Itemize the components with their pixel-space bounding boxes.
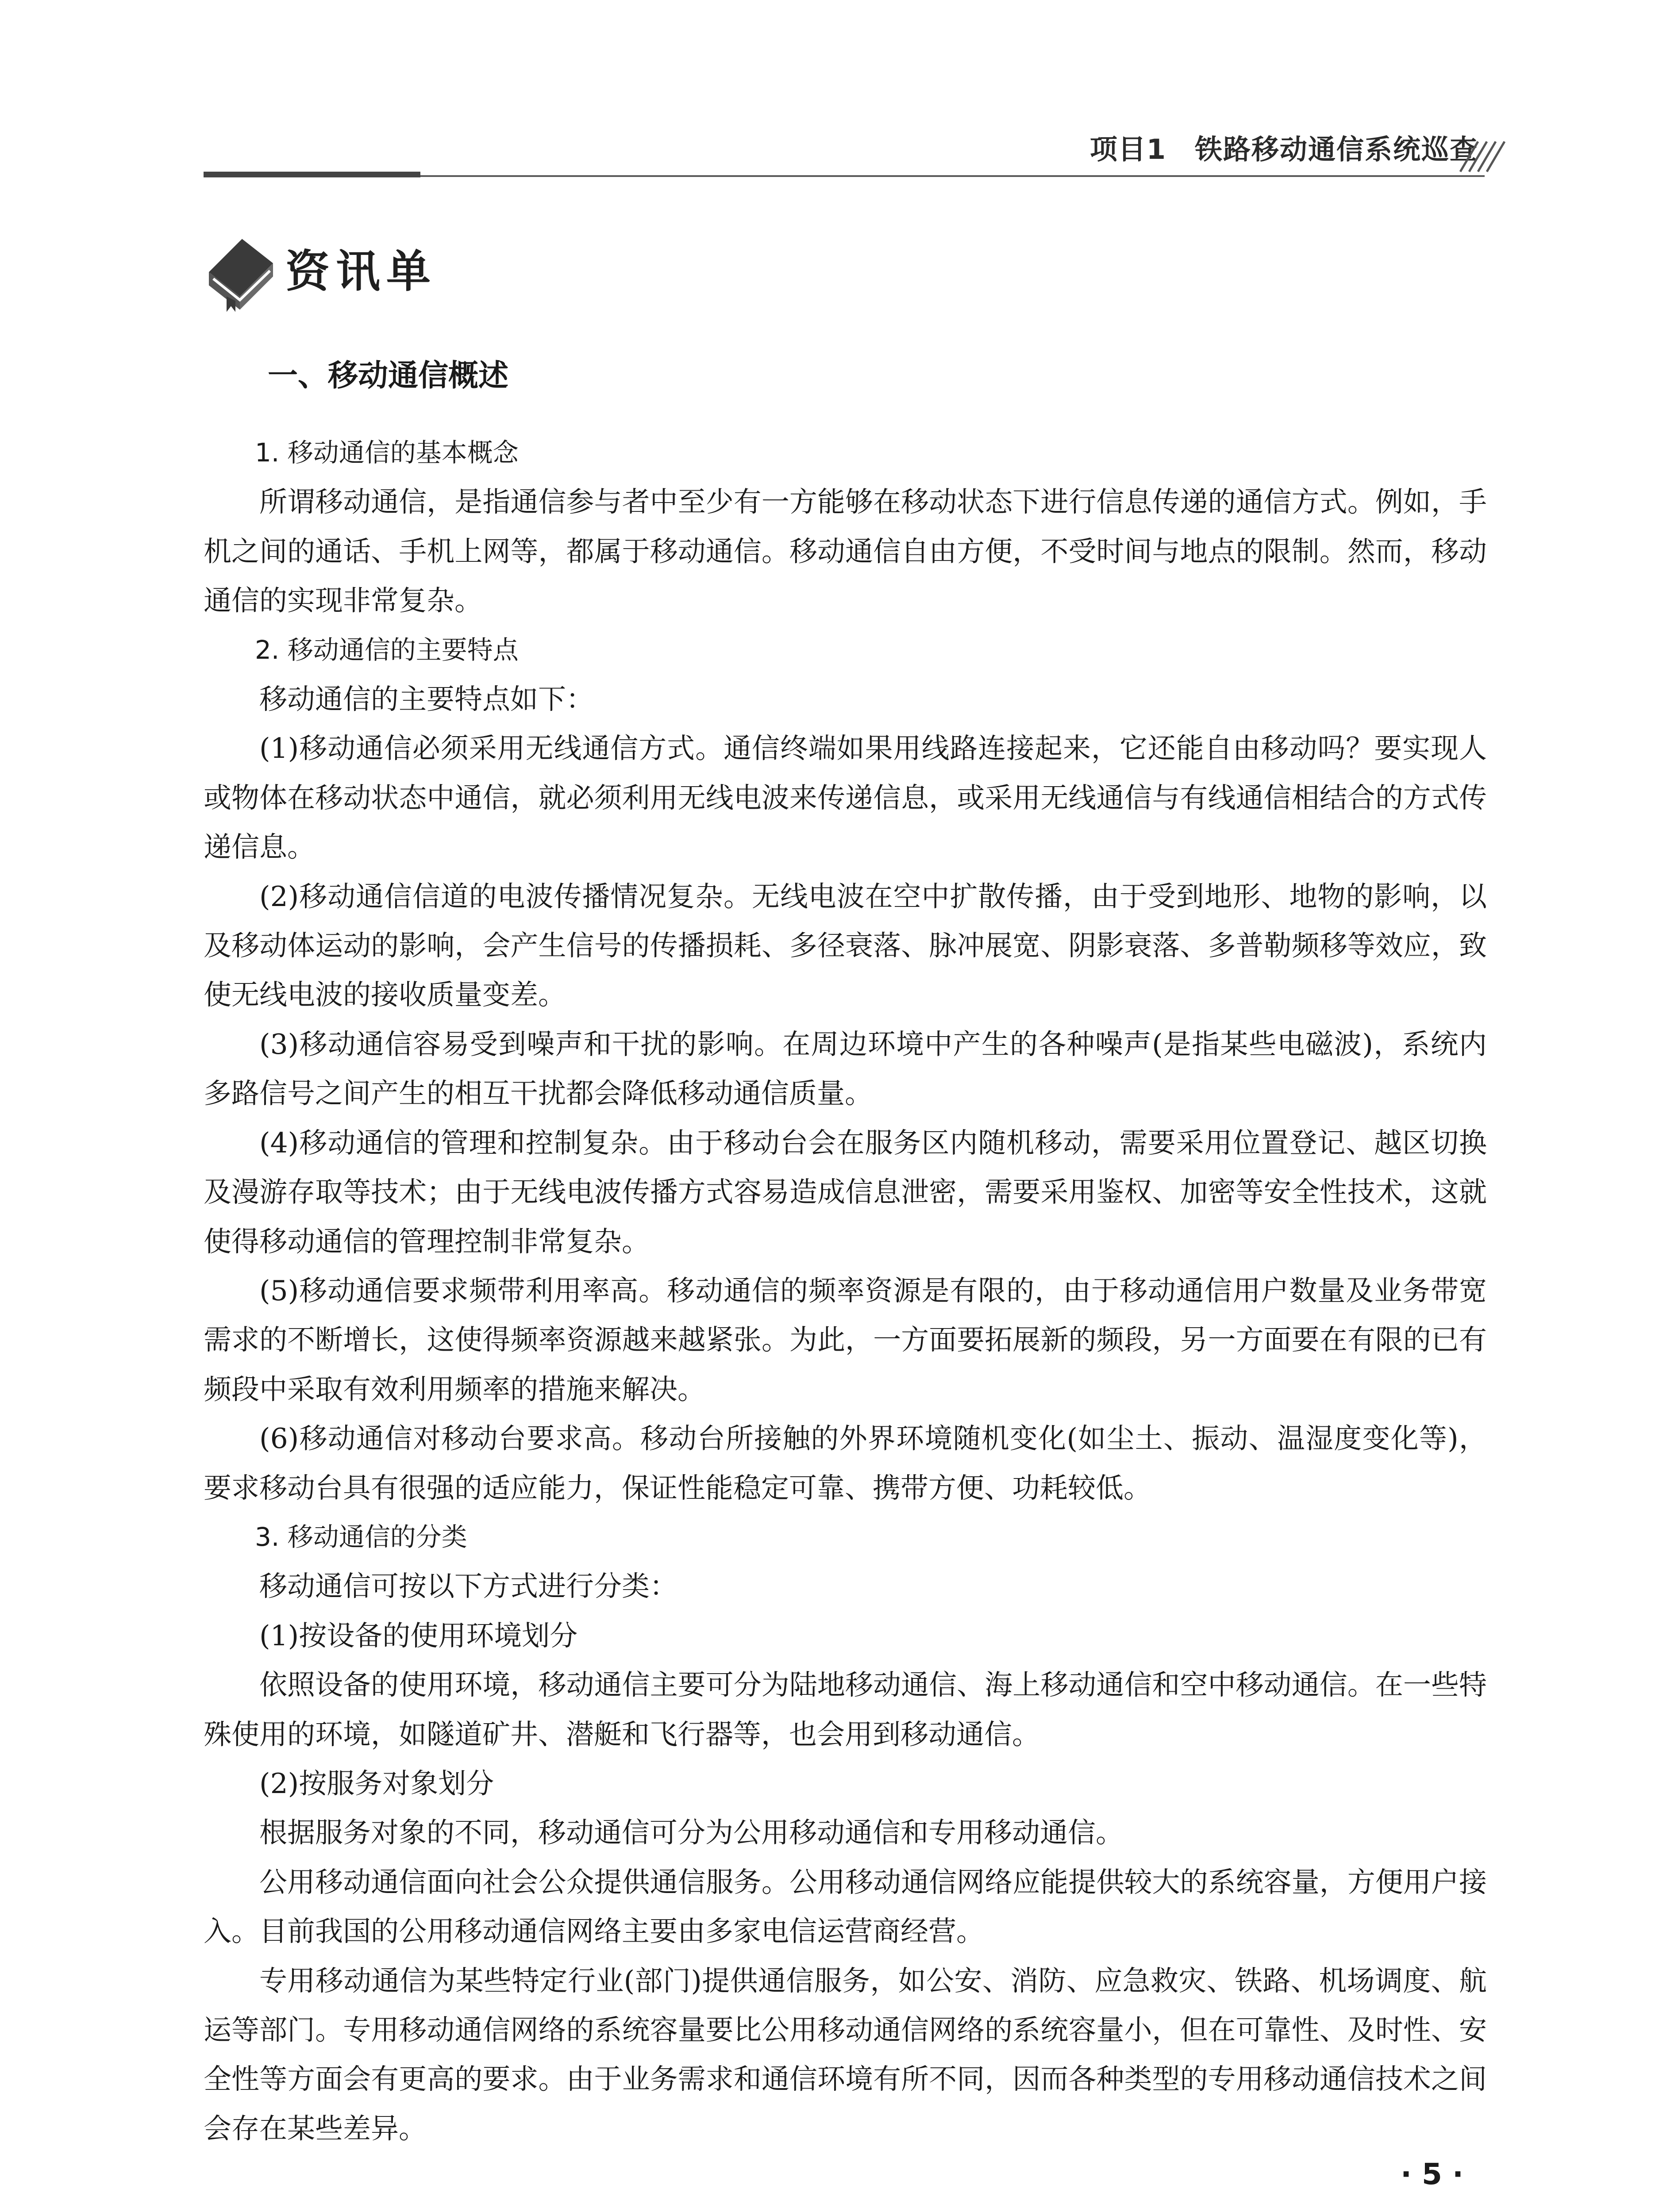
paragraph: (3)移动通信容易受到噪声和干扰的影响。在周边环境中产生的各种噪声(是指某些电磁波)，系统内多路信号之间产生的相互干扰都会降低移动通信质量。: [204, 1028, 1487, 1110]
paragraph: 专用移动通信为某些特定行业(部门)提供通信服务，如公安、消防、应急救灾、铁路、机场调度、航运等部门。专用移动通信网络的系统容量要比公用移动通信网络的系统容量小，但在可靠性、及时性、安全性等方面会有更高的要求。由于业务需求和通信环境有所不同，因而各种类型的专用移动通信技术之间会存在某些差异。: [204, 1964, 1487, 2145]
subheading: 1. 移动通信的基本概念: [255, 438, 519, 468]
running-title: 项目1 铁路移动通信系统巡查: [1089, 133, 1478, 165]
paragraph: (6)移动通信对移动台要求高。移动台所接触的外界环境随机变化(如尘土、振动、温湿度变化等)，要求移动台具有很强的适应能力，保证性能稳定可靠、携带方便、功耗较低。: [204, 1422, 1487, 1504]
paragraph: 所谓移动通信，是指通信参与者中至少有一方能够在移动状态下进行信息传递的通信方式。例如，手机之间的通话、手机上网等，都属于移动通信。移动通信自由方便，不受时间与地点的限制。然而，移动通信的实现非常复杂。: [204, 486, 1487, 617]
header-rule-accent: [204, 172, 420, 177]
paragraph: (2)移动通信信道的电波传播情况复杂。无线电波在空中扩散传播，由于受到地形、地物的影响，以及移动体运动的影响，会产生信号的传播损耗、多径衰落、脉冲展宽、阴影衰落、多普勒频移等效应，致使无线电波的接收质量变差。: [204, 880, 1487, 1011]
paragraph: (4)移动通信的管理和控制复杂。由于移动台会在服务区内随机移动，需要采用位置登记、越区切换及漫游存取等技术；由于无线电波传播方式容易造成信息泄密，需要采用鉴权、加密等安全性技术，这就使得移动通信的管理控制非常复杂。: [204, 1126, 1487, 1258]
subheading: 3. 移动通信的分类: [255, 1521, 467, 1552]
hatch-decoration-icon: [1456, 137, 1509, 173]
book-icon: [200, 230, 280, 314]
paragraph: 依照设备的使用环境，移动通信主要可分为陆地移动通信、海上移动通信和空中移动通信。在一些特殊使用的环境，如隧道矿井、潜艇和飞行器等，也会用到移动通信。: [204, 1669, 1487, 1751]
paragraph: 移动通信的主要特点如下：: [259, 683, 594, 716]
paragraph: (1)移动通信必须采用无线通信方式。通信终端如果用线路连接起来，它还能自由移动吗？要实现人或物体在移动状态中通信，就必须利用无线电波来传递信息，或采用无线通信与有线通信相结合的方式传递信息。: [204, 732, 1487, 864]
paragraph: (1)按设备的使用环境划分: [259, 1619, 578, 1652]
page-number: · 5 ·: [1401, 2157, 1464, 2191]
subheading: 2. 移动通信的主要特点: [255, 634, 519, 665]
paragraph: (5)移动通信要求频带利用率高。移动通信的频率资源是有限的，由于移动通信用户数量及业务带宽需求的不断增长，这使得频率资源越来越紧张。为此，一方面要拓展新的频段，另一方面要在有限的已有频段中采取有效利用频率的措施来解决。: [204, 1274, 1487, 1406]
paragraph: 根据服务对象的不同，移动通信可分为公用移动通信和专用移动通信。: [259, 1816, 1124, 1849]
chapter-heading: 一、移动通信概述: [268, 358, 509, 393]
body-text: [204, 428, 1487, 2153]
paragraph: 移动通信可按以下方式进行分类：: [259, 1570, 677, 1603]
paragraph: 公用移动通信面向社会公众提供通信服务。公用移动通信网络应能提供较大的系统容量，方便用户接入。目前我国的公用移动通信网络主要由多家电信运营商经营。: [204, 1866, 1487, 1948]
section-title: 资讯单: [285, 245, 437, 297]
paragraph: (2)按服务对象划分: [259, 1767, 494, 1800]
